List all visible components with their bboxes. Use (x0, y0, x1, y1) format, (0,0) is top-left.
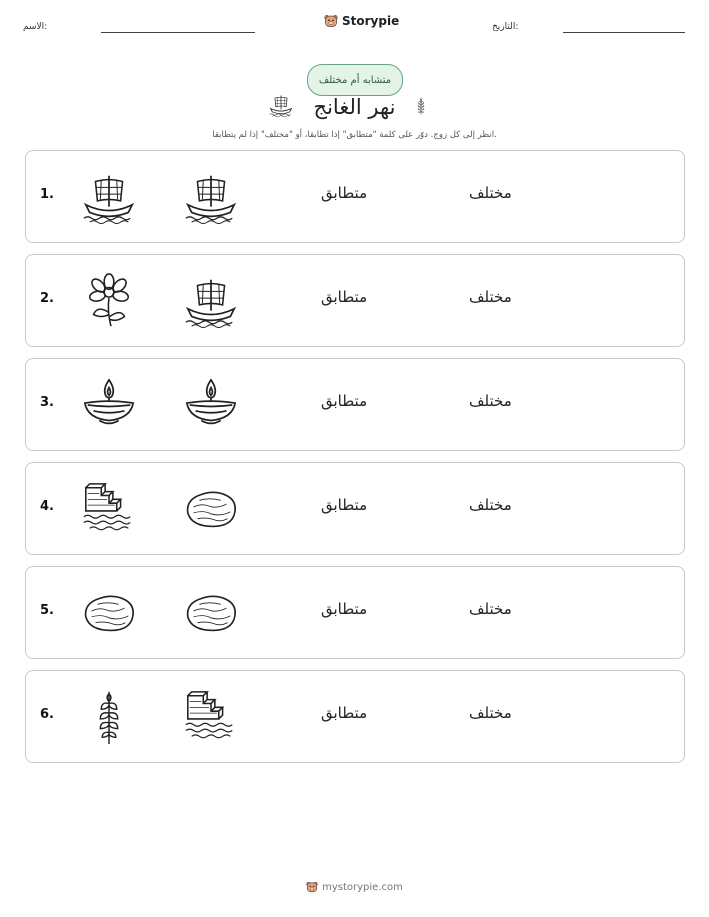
ghat-steps-icon (80, 480, 138, 538)
bear-logo-icon (324, 14, 338, 28)
wheat-icon (416, 92, 436, 120)
match-option[interactable]: متطابق (321, 704, 368, 722)
row-number: 4. (40, 499, 54, 514)
river-stone-icon (80, 584, 138, 642)
match-option[interactable]: متطابق (321, 288, 368, 306)
name-label: الاسم: (23, 22, 48, 32)
date-line[interactable] (563, 32, 685, 33)
row-number: 2. (40, 291, 54, 306)
boat-icon (182, 272, 240, 330)
match-option[interactable]: متطابق (321, 184, 368, 202)
different-option[interactable]: مختلف (469, 600, 512, 618)
oil-lamp-icon (80, 376, 138, 434)
different-option[interactable]: مختلف (469, 288, 512, 306)
match-option[interactable]: متطابق (321, 600, 368, 618)
match-option[interactable]: متطابق (321, 392, 368, 410)
river-stone-icon (182, 480, 240, 538)
different-option[interactable]: مختلف (469, 704, 512, 722)
page-title: نهر الغانج (313, 95, 396, 119)
footer-url: mystorypie.com (322, 881, 403, 893)
footer (0, 881, 709, 893)
instructions: انظر إلى كل زوج. دوّر على كلمة "متطابق" إذا تطابقا، أو "مختلف" إذا لم يتطابقا. (212, 130, 497, 140)
ghat-steps-icon (182, 688, 240, 746)
different-option[interactable]: مختلف (469, 184, 512, 202)
oil-lamp-icon (182, 376, 240, 434)
exercise-row (25, 254, 685, 347)
brand-logo (324, 14, 399, 28)
boat-icon (182, 168, 240, 226)
different-option[interactable]: مختلف (469, 496, 512, 514)
row-number: 3. (40, 395, 54, 410)
exercise-row (25, 358, 685, 451)
exercise-row (25, 150, 685, 243)
brand-name: Storypie (342, 14, 400, 28)
bear-logo-icon (306, 881, 318, 893)
boat-icon (80, 168, 138, 226)
match-option[interactable]: متطابق (321, 496, 368, 514)
exercise-row (25, 462, 685, 555)
row-number: 5. (40, 603, 54, 618)
date-label: التاريخ: (492, 22, 519, 32)
name-line[interactable] (101, 32, 255, 33)
row-number: 6. (40, 707, 54, 722)
exercise-row (25, 566, 685, 659)
wheat-icon (80, 688, 138, 746)
worksheet-type-pill: متشابه أم مختلف (307, 64, 403, 96)
river-stone-icon (182, 584, 240, 642)
different-option[interactable]: مختلف (469, 392, 512, 410)
flower-icon (80, 272, 138, 330)
exercise-row (25, 670, 685, 763)
row-number: 1. (40, 187, 54, 202)
